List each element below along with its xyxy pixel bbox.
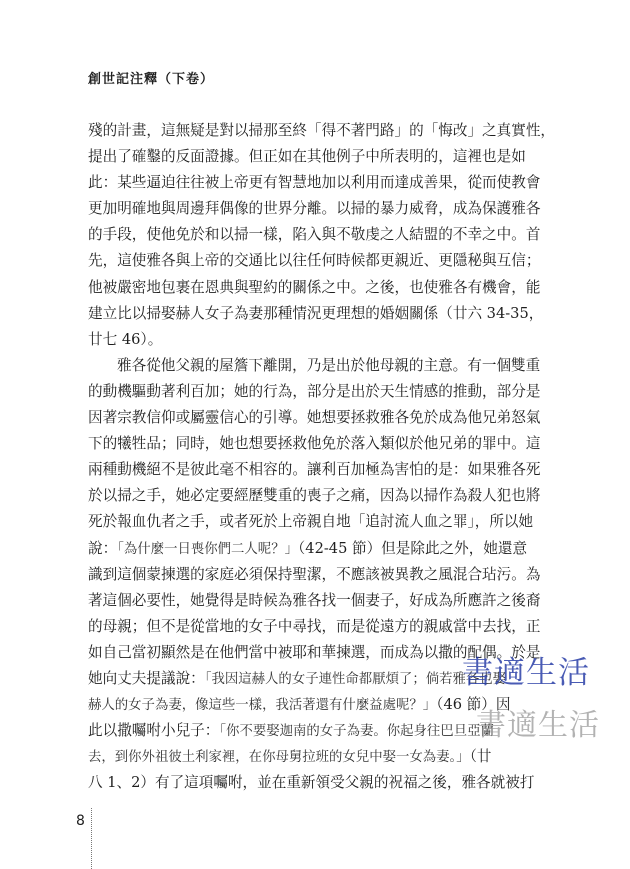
text-line <box>88 170 558 196</box>
text-run: （42-45 節）但是除此之外，她還意 <box>297 539 528 557</box>
text-line <box>88 196 558 222</box>
scripture-quote: 「我因這赫人的女子連性命都厭煩了；倘若雅各也娶 <box>204 671 507 687</box>
text-run: 此：某些逼迫往往被上帝更有智慧地加以利用而達成善果，從而使教會 <box>88 174 541 192</box>
text-line <box>88 222 558 248</box>
text-run: 於以掃之手，她必定要經歷雙重的喪子之痛，因為以掃作為殺人犯也將 <box>88 487 541 505</box>
text-run: 提出了確鑿的反面證據。但正如在其他例子中所表明的，這裡也是如 <box>88 148 526 166</box>
text-line <box>88 301 558 327</box>
text-line <box>88 614 558 640</box>
page-number: 8 <box>76 813 85 829</box>
scripture-quote: 「你不要娶迦南的女子為妻。你起身往巴旦亞蘭 <box>219 724 494 740</box>
text-line <box>88 509 558 535</box>
text-run: 此以撒囑咐小兒子： <box>88 722 220 740</box>
text-run: 識到這個蒙揀選的家庭必須保持聖潔，不應該被異教之風混合玷污。為 <box>88 565 541 583</box>
text-run: 他被嚴密地包裹在恩典與聖約的關係之中。之後，也使雅各有機會，能 <box>88 278 541 296</box>
text-run: 雅各從他父親的屋簷下離開，乃是出於他母親的主意。有一個雙重 <box>117 356 541 374</box>
scripture-quote: 赫人的女子為妻，像這些一樣，我活著還有什麼益處呢？」 <box>88 698 437 714</box>
text-run: （46 節）因 <box>436 696 511 714</box>
text-run: 建立比以掃娶赫人女子為妻那種情況更理想的婚姻關係（廿六 34-35， <box>88 304 544 322</box>
text-line <box>88 405 558 431</box>
text-run: 的動機驅動著利百加；她的行為，部分是出於天生情感的推動，部分是 <box>88 382 541 400</box>
text-run: 殘的計畫，這無疑是對以掃那至終「得不著門路」的「悔改」之真實性， <box>88 122 556 139</box>
text-line <box>88 483 558 509</box>
text-line <box>88 248 558 274</box>
text-line <box>88 275 558 301</box>
body-text <box>88 118 558 796</box>
scripture-quote: 去，到你外祖彼土利家裡，在你母舅拉班的女兒中娶一女為妻。」 <box>88 750 470 766</box>
text-run: 先，這使雅各與上帝的交通比以往任何時候都更親近、更隱秘與互信； <box>88 252 541 270</box>
text-run: （廿 <box>469 748 492 766</box>
text-run: 更加明確地與周邊拜偶像的世界分離。以掃的暴力威脅，成為保護雅各 <box>88 200 541 218</box>
text-run: 廿七 46）。 <box>88 330 163 348</box>
text-run: 下的犧牲品；同時，她也想要拯救他免於落入類似於他兄弟的罪中。這 <box>88 435 541 453</box>
text-line <box>88 562 558 588</box>
text-run: 的母親；但不是從當地的女子中尋找，而是從遠方的親戚當中去找，正 <box>88 617 541 635</box>
text-run: 說： <box>88 539 118 557</box>
running-title: 創世記注釋（下卷） <box>88 72 215 87</box>
text-run: 兩種動機絕不是彼此毫不相容的。讓利百加極為害怕的是：如果雅各死 <box>88 461 541 479</box>
text-run: 她向丈夫提議說： <box>88 669 205 687</box>
text-line <box>88 536 558 562</box>
text-line <box>88 118 558 144</box>
text-line <box>88 457 558 483</box>
text-run: 死於報血仇者之手，或者死於上帝親自地「追討流人血之罪」，所以她 <box>88 513 534 531</box>
text-line <box>88 353 558 379</box>
text-run: 的手段，使他免於和以掃一樣，陷入與不敬虔之人結盟的不幸之中。首 <box>88 226 541 244</box>
scripture-quote: 「為什麼一日喪你們二人呢？」 <box>117 541 298 557</box>
text-line <box>88 431 558 457</box>
text-line <box>88 144 558 170</box>
text-line <box>88 770 558 796</box>
text-run: 如自己當初顯然是在他們當中被耶和華揀選，而成為以撒的配偶。於是 <box>88 643 541 661</box>
text-line <box>88 744 558 770</box>
text-run: 因著宗教信仰或屬靈信心的引導。她想要拯救雅各免於成為他兄弟怒氣 <box>88 409 541 427</box>
text-run: 八 1、2）有了這項囑咐，並在重新領受父親的祝福之後，雅各就被打 <box>88 774 535 792</box>
text-line <box>88 379 558 405</box>
text-run: 著這個必要性，她覺得是時候為雅各找一個妻子，好成為所應許之後裔 <box>88 591 541 609</box>
text-line <box>88 327 558 353</box>
watermark-logo-shadow: 書適生活 <box>476 708 600 743</box>
text-line <box>88 588 558 614</box>
margin-dotted-rule <box>91 808 92 869</box>
watermark-logo: 書適生活 <box>462 655 590 691</box>
